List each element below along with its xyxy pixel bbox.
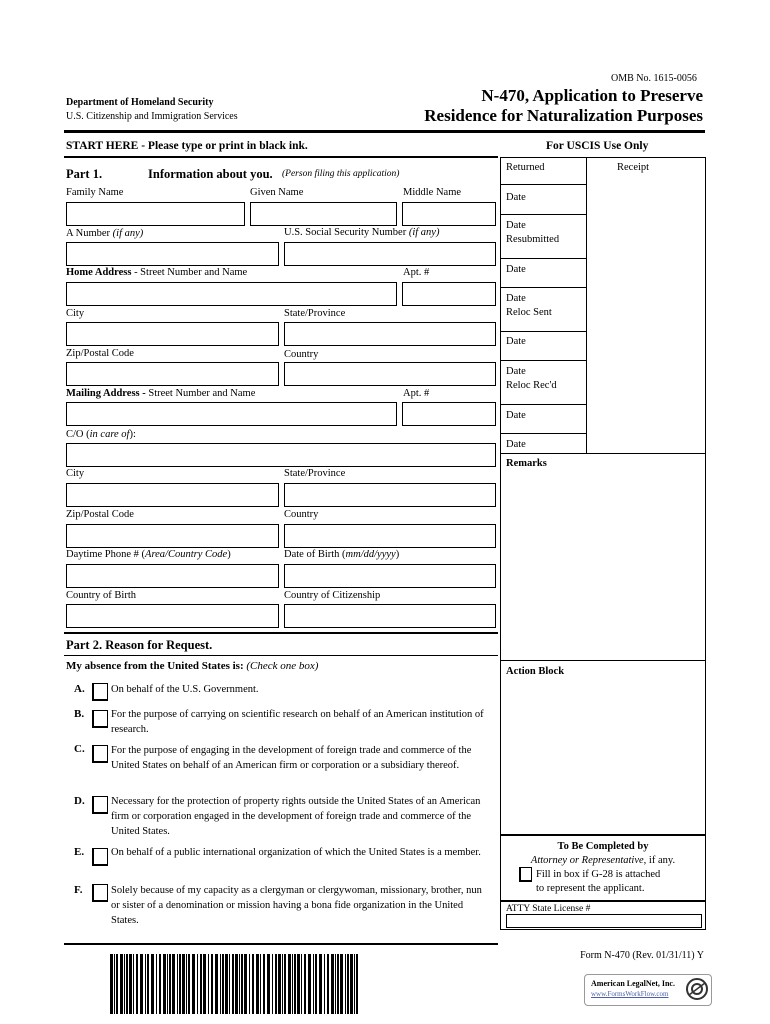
- barcode-bar: [260, 954, 261, 1014]
- barcode-bar: [331, 954, 334, 1014]
- reloc-sent-label: Reloc Sent: [506, 307, 552, 318]
- barcode-bar: [263, 954, 265, 1014]
- option-d-letter: D.: [74, 795, 85, 807]
- barcode-bar: [288, 954, 291, 1014]
- uscis-row-rule: [500, 360, 587, 361]
- uscis-row-rule: [500, 258, 587, 259]
- barcode-bar: [350, 954, 353, 1014]
- middle-name-label: Middle Name: [403, 187, 462, 198]
- barcode-bar: [272, 954, 273, 1014]
- barcode-bar: [116, 954, 118, 1014]
- part1-top-rule: [64, 156, 498, 158]
- date-label: Date: [506, 192, 526, 203]
- barcode-bar: [179, 954, 181, 1014]
- home-zip-field[interactable]: [66, 362, 279, 386]
- a-number-label: A Number (if any): [66, 228, 144, 239]
- barcode-bar: [335, 954, 336, 1014]
- barcode-bar: [200, 954, 202, 1014]
- form-title-line1: N-470, Application to Preserve: [481, 86, 703, 105]
- city-label: City: [66, 308, 85, 319]
- barcode-bar: [275, 954, 277, 1014]
- atty-license-field[interactable]: [506, 914, 702, 928]
- date-label: Date: [506, 410, 526, 421]
- dob-field[interactable]: [284, 564, 496, 588]
- mailing-apt-field[interactable]: [402, 402, 496, 426]
- option-e-checkbox[interactable]: [92, 848, 108, 866]
- option-a-text: On behalf of the U.S. Government.: [111, 684, 259, 695]
- barcode-bar: [192, 954, 195, 1014]
- family-name-field[interactable]: [66, 202, 245, 226]
- barcode-bar: [354, 954, 355, 1014]
- barcode-bar: [249, 954, 250, 1014]
- barcode-bar: [197, 954, 198, 1014]
- home-street-field[interactable]: [66, 282, 397, 306]
- barcode-bar: [140, 954, 143, 1014]
- barcode-bar: [167, 954, 168, 1014]
- publisher-name: American LegalNet, Inc.: [591, 979, 675, 988]
- g28-instruction: Fill in box if G-28 is attached: [536, 869, 661, 880]
- barcode-bar: [208, 954, 209, 1014]
- barcode-bar: [126, 954, 128, 1014]
- barcode-bar: [294, 954, 296, 1014]
- uscis-row-rule: [500, 404, 587, 405]
- barcode-bar: [129, 954, 132, 1014]
- part2-heading-rule: [64, 655, 498, 656]
- barcode-bar: [159, 954, 161, 1014]
- mailing-apt-label: Apt. #: [403, 388, 430, 399]
- uscis-section-rule: [500, 453, 706, 454]
- barcode: [108, 952, 364, 1016]
- omb-number: OMB No. 1615-0056: [611, 73, 697, 84]
- resubmitted-label: Resubmitted: [506, 234, 560, 245]
- barcode-bar: [114, 954, 115, 1014]
- part2-top-rule: [64, 632, 498, 634]
- barcode-bar: [120, 954, 123, 1014]
- department-name: Department of Homeland Security: [66, 97, 214, 108]
- mailing-country-field[interactable]: [284, 524, 496, 548]
- barcode-bar: [239, 954, 240, 1014]
- part1-note: (Person filing this application): [282, 169, 400, 179]
- home-apt-field[interactable]: [402, 282, 496, 306]
- care-of-label: C/O (in care of):: [66, 429, 136, 440]
- form-title-line2: Residence for Naturalization Purposes: [424, 106, 703, 125]
- barcode-bar: [156, 954, 157, 1014]
- mailing-zip-label: Zip/Postal Code: [66, 509, 134, 520]
- barcode-bar: [225, 954, 228, 1014]
- barcode-bar: [124, 954, 125, 1014]
- barcode-bar: [347, 954, 349, 1014]
- absence-prompt: My absence from the United States is: (Check one box): [66, 660, 319, 672]
- ssn-field[interactable]: [284, 242, 496, 266]
- state-label: State/Province: [284, 308, 346, 319]
- citizenship-field[interactable]: [284, 604, 496, 628]
- returned-label: Returned: [506, 162, 545, 173]
- option-f-text: Solely because of my capacity as a clergyman or clergywoman, missionary, brother, nun or sister of a denomination or mission having a bona fide organization in the United States.: [111, 885, 482, 926]
- date-label: Date: [506, 220, 526, 231]
- to-be-completed-title: To Be Completed by: [557, 841, 649, 852]
- part1-title: Information about you.: [148, 167, 273, 181]
- zip-label: Zip/Postal Code: [66, 348, 134, 359]
- barcode-bar: [301, 954, 302, 1014]
- uscis-use-title: For USCIS Use Only: [546, 140, 649, 152]
- barcode-bar: [220, 954, 221, 1014]
- barcode-bar: [292, 954, 293, 1014]
- barcode-bar: [324, 954, 325, 1014]
- mailing-street-field[interactable]: [66, 402, 397, 426]
- country-label: Country: [284, 349, 319, 360]
- option-e-letter: E.: [74, 846, 85, 858]
- mailing-state-label: State/Province: [284, 468, 346, 479]
- publisher-logo-icon: [685, 977, 709, 1001]
- option-e-text: On behalf of a public international organization of which the United States is a member.: [111, 847, 481, 858]
- date-label: Date: [506, 439, 526, 450]
- barcode-bar: [177, 954, 178, 1014]
- uscis-use-panel: [500, 157, 706, 930]
- mailing-zip-field[interactable]: [66, 524, 279, 548]
- barcode-bar: [345, 954, 346, 1014]
- mailing-address-label: Mailing Address - Street Number and Name: [66, 388, 256, 399]
- barcode-bar: [151, 954, 154, 1014]
- publisher-badge: [584, 974, 712, 1006]
- date-label: Date: [506, 336, 526, 347]
- mailing-state-field[interactable]: [284, 483, 496, 507]
- publisher-website[interactable]: www.FormsWorkFlow.com: [591, 990, 669, 998]
- care-of-field[interactable]: [66, 443, 496, 467]
- option-f-letter: F.: [74, 884, 83, 896]
- option-b-text: For the purpose of carrying on scientific research on behalf of an American institution of research.: [111, 709, 484, 735]
- barcode-bar: [186, 954, 187, 1014]
- barcode-bar: [235, 954, 238, 1014]
- option-c-checkbox[interactable]: [92, 745, 108, 763]
- uscis-row-rule: [500, 184, 587, 185]
- barcode-bar: [267, 954, 270, 1014]
- attorney-line: Attorney or Representative, if any.: [530, 855, 676, 866]
- given-name-label: Given Name: [250, 187, 304, 198]
- barcode-bar: [244, 954, 247, 1014]
- given-name-field[interactable]: [250, 202, 397, 226]
- family-name-label: Family Name: [66, 187, 124, 198]
- part2-heading: Part 2. Reason for Request.: [66, 638, 213, 652]
- barcode-bar: [313, 954, 314, 1014]
- date-label: Date: [506, 293, 526, 304]
- barcode-bar: [232, 954, 234, 1014]
- g28-checkbox[interactable]: [519, 867, 532, 882]
- barcode-bar: [252, 954, 254, 1014]
- uscis-row-rule: [500, 433, 587, 434]
- barcode-bar: [215, 954, 218, 1014]
- start-here-instruction: START HERE - Please type or print in black ink.: [66, 140, 308, 152]
- barcode-bar: [188, 954, 190, 1014]
- option-c-text: For the purpose of engaging in the development of foreign trade and commerce of the United States on behalf of an American firm or corporation or a subsidiary thereof.: [111, 745, 472, 771]
- barcode-bar: [278, 954, 281, 1014]
- barcode-bar: [327, 954, 329, 1014]
- barcode-bar: [315, 954, 317, 1014]
- barcode-bar: [169, 954, 171, 1014]
- a-number-field[interactable]: [66, 242, 279, 266]
- remarks-label: Remarks: [506, 458, 547, 469]
- form-edition: Form N-470 (Rev. 01/31/11) Y: [580, 950, 704, 961]
- part2-bottom-rule: [64, 943, 498, 945]
- phone-label: Daytime Phone # (Area/Country Code): [66, 549, 231, 560]
- uscis-row-rule: [500, 214, 587, 215]
- uscis-row-rule: [500, 287, 587, 288]
- barcode-bar: [319, 954, 322, 1014]
- barcode-bar: [211, 954, 213, 1014]
- date-label: Date: [506, 366, 526, 377]
- barcode-bar: [222, 954, 224, 1014]
- birth-country-field[interactable]: [66, 604, 279, 628]
- uscis-section-rule: [500, 834, 706, 836]
- reloc-recd-label: Reloc Rec'd: [506, 380, 557, 391]
- option-d-checkbox[interactable]: [92, 796, 108, 814]
- option-b-letter: B.: [74, 708, 85, 720]
- barcode-bar: [241, 954, 243, 1014]
- home-state-field[interactable]: [284, 322, 496, 346]
- mailing-city-field[interactable]: [66, 483, 279, 507]
- option-a-letter: A.: [74, 683, 85, 695]
- barcode-bar: [203, 954, 206, 1014]
- citizenship-label: Country of Citizenship: [284, 590, 381, 601]
- barcode-bar: [136, 954, 138, 1014]
- mailing-city-label: City: [66, 468, 85, 479]
- agency-name: U.S. Citizenship and Immigration Services: [66, 111, 238, 122]
- barcode-bar: [172, 954, 175, 1014]
- action-block-label: Action Block: [506, 666, 565, 677]
- uscis-section-rule: [500, 900, 706, 902]
- date-label: Date: [506, 264, 526, 275]
- barcode-bar: [163, 954, 166, 1014]
- home-city-field[interactable]: [66, 322, 279, 346]
- uscis-column-divider: [586, 157, 587, 454]
- option-d-text: Necessary for the protection of property rights outside the United States of an American firm or corporation engaged in the development of foreign trade and commerce of the United States.: [111, 796, 481, 837]
- barcode-bar: [110, 954, 113, 1014]
- option-a-checkbox[interactable]: [92, 683, 108, 701]
- barcode-bar: [182, 954, 185, 1014]
- mailing-country-label: Country: [284, 509, 319, 520]
- barcode-bar: [356, 954, 358, 1014]
- barcode-bar: [147, 954, 149, 1014]
- g28-instruction-line2: to represent the applicant.: [536, 883, 645, 894]
- uscis-row-rule: [500, 331, 587, 332]
- ssn-label: U.S. Social Security Number (if any): [284, 227, 440, 238]
- barcode-bar: [229, 954, 230, 1014]
- barcode-bar: [133, 954, 134, 1014]
- option-b-checkbox[interactable]: [92, 710, 108, 728]
- barcode-bar: [337, 954, 339, 1014]
- header-rule: [64, 130, 705, 133]
- atty-license-label: ATTY State License #: [506, 904, 591, 914]
- barcode-bar: [340, 954, 343, 1014]
- barcode-bar: [256, 954, 259, 1014]
- dob-label: Date of Birth (mm/dd/yyyy): [284, 549, 400, 560]
- receipt-label: Receipt: [617, 162, 650, 173]
- barcode-bar: [297, 954, 300, 1014]
- barcode-bar: [308, 954, 311, 1014]
- barcode-bar: [145, 954, 146, 1014]
- part1-label: Part 1.: [66, 167, 103, 181]
- barcode-bar: [304, 954, 306, 1014]
- phone-field[interactable]: [66, 564, 279, 588]
- home-address-label: Home Address - Street Number and Name: [66, 267, 248, 278]
- option-f-checkbox[interactable]: [92, 884, 108, 902]
- home-country-field[interactable]: [284, 362, 496, 386]
- home-apt-label: Apt. #: [403, 267, 430, 278]
- uscis-section-rule: [500, 660, 706, 661]
- option-c-letter: C.: [74, 743, 85, 755]
- middle-name-field[interactable]: [402, 202, 496, 226]
- birth-country-label: Country of Birth: [66, 590, 136, 601]
- barcode-bar: [284, 954, 286, 1014]
- barcode-bar: [282, 954, 283, 1014]
